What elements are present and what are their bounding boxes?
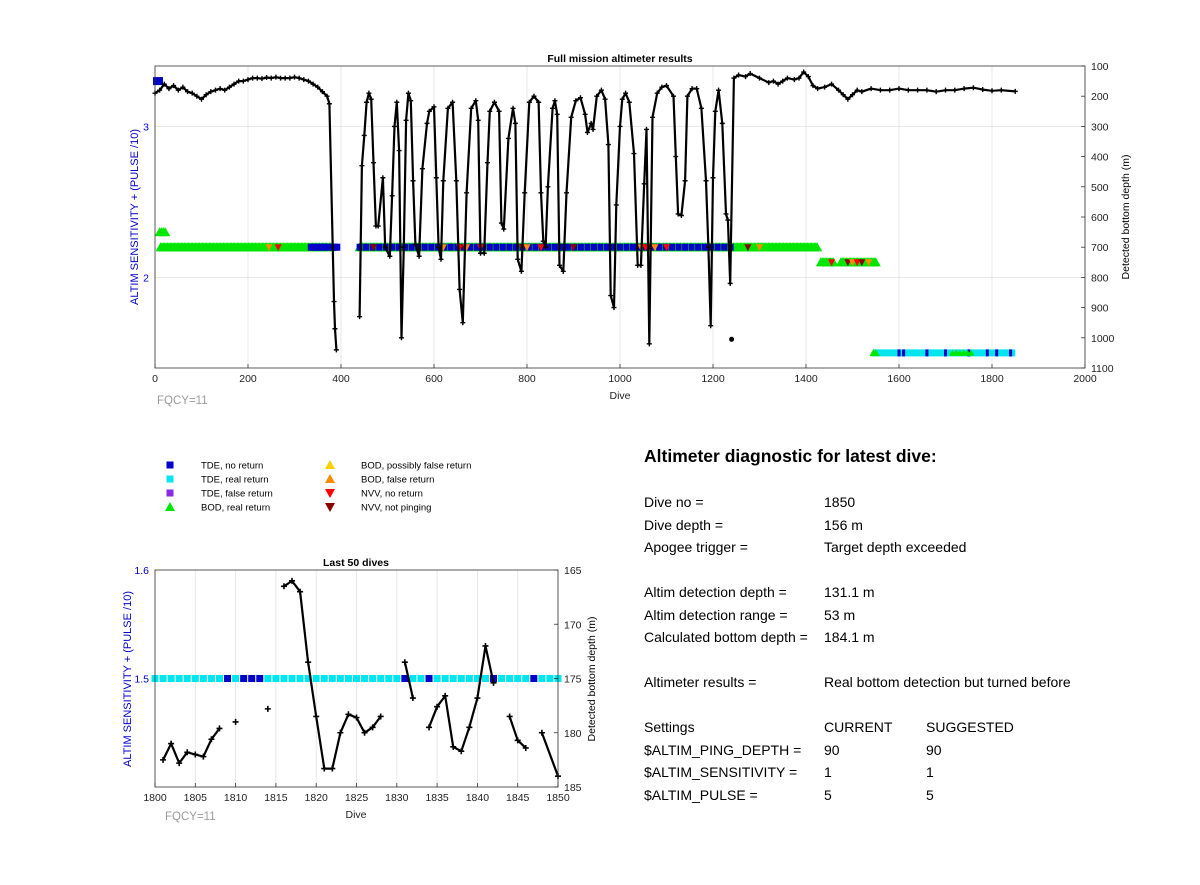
x-tick-label: 1840	[465, 792, 490, 804]
setting-suggested-sensitivity: 1	[926, 764, 934, 780]
settings-square-marker	[329, 675, 336, 682]
x-tick-label: 1815	[264, 792, 288, 804]
tde-no-return-marker	[487, 244, 493, 251]
settings-square-marker	[184, 675, 191, 682]
legend-label: TDE, real return	[201, 474, 269, 486]
y2-tick-label: 100	[1091, 61, 1109, 73]
legend-triangle-up-icon	[325, 474, 335, 483]
legend-item	[167, 489, 273, 500]
chart2-xlabel: Dive	[345, 809, 367, 821]
chart1-ylabel: ALTIM SENSITIVITY + (PULSE /10)	[129, 129, 141, 305]
settings-square-marker	[313, 675, 320, 682]
tde-no-return-marker	[986, 349, 989, 356]
tde-no-return-marker	[578, 244, 584, 251]
settings-square-marker	[393, 675, 400, 682]
y2-tick-label: 800	[1091, 272, 1109, 285]
settings-square-marker	[224, 675, 231, 682]
x-tick-label: 1810	[223, 792, 248, 804]
legend-item	[325, 460, 471, 472]
x-tick-label: 1830	[385, 792, 409, 804]
x-tick-label: 2000	[1073, 373, 1097, 385]
y2-tick-label: 170	[564, 619, 582, 632]
settings-square-marker	[321, 675, 328, 682]
settings-square-marker	[192, 675, 199, 682]
tde-no-return-marker	[682, 244, 688, 251]
settings-square-marker	[514, 675, 521, 682]
settings-square-marker	[280, 675, 287, 682]
y2-tick-label: 600	[1091, 212, 1109, 224]
legend-square-icon	[167, 462, 174, 469]
chart2-fqcy-annotation: FQCY=11	[165, 811, 216, 823]
settings-square-marker	[240, 675, 247, 682]
setting-suggested-ping-depth: 90	[926, 742, 942, 758]
y2-tick-label: 300	[1091, 121, 1109, 134]
settings-square-marker	[337, 675, 344, 682]
x-tick-label: 1800	[143, 792, 167, 804]
legend-label: BOD, false return	[361, 474, 435, 486]
chart1-xlabel: Dive	[609, 390, 631, 402]
chart2-y2label: Detected bottom depth (m)	[586, 616, 598, 742]
y2-tick-label: 165	[564, 565, 582, 577]
settings-square-marker	[289, 675, 296, 682]
settings-square-marker	[466, 675, 473, 682]
tde-no-return-marker	[422, 244, 428, 251]
settings-square-marker	[168, 675, 175, 682]
settings-square-marker	[345, 675, 352, 682]
last-50-dives-chart	[122, 557, 598, 823]
diag-label-altim-detection-depth: Altim detection depth =	[644, 584, 787, 600]
x-tick-label: 1850	[546, 792, 570, 804]
x-tick-label: 1200	[701, 373, 725, 385]
legend-label: BOD, real return	[201, 502, 271, 514]
settings-square-marker	[417, 675, 424, 682]
x-tick-label: 1835	[425, 792, 449, 804]
chart1-y2label: Detected bottom depth (m)	[1120, 154, 1132, 280]
tde-no-return-marker	[721, 244, 727, 251]
setting-label-pulse: $ALTIM_PULSE =	[644, 787, 758, 803]
tde-no-return-marker	[153, 77, 163, 85]
diag-value-altim-detection-depth: 131.1 m	[824, 584, 875, 600]
settings-square-marker	[506, 675, 513, 682]
tde-no-return-marker	[334, 244, 340, 251]
settings-square-marker	[216, 675, 223, 682]
tde-no-return-marker	[676, 244, 682, 251]
settings-square-marker	[538, 675, 545, 682]
settings-square-marker	[200, 675, 207, 682]
chart2-ylabel: ALTIM SENSITIVITY + (PULSE /10)	[122, 591, 134, 767]
settings-square-marker	[377, 675, 384, 682]
settings-square-marker	[426, 675, 433, 682]
y2-tick-label: 175	[564, 673, 582, 686]
diag-value-dive-no: 1850	[824, 494, 856, 510]
setting-current-sensitivity: 1	[824, 764, 832, 780]
legend-item	[325, 503, 431, 514]
y2-tick-label: 700	[1091, 242, 1109, 255]
legend-label: TDE, no return	[201, 460, 264, 472]
x-tick-label: 0	[152, 373, 158, 385]
tde-no-return-marker	[695, 244, 701, 251]
y2-tick-label: 1100	[1091, 363, 1114, 375]
x-tick-label: 1845	[506, 792, 530, 804]
chart1-title: Full mission altimeter results	[547, 53, 693, 65]
tde-no-return-marker	[925, 349, 928, 356]
legend-label: NVV, not pinging	[361, 502, 432, 514]
settings-square-marker	[546, 675, 553, 682]
tde-no-return-marker	[902, 349, 905, 356]
settings-square-marker	[434, 675, 441, 682]
tde-no-return-marker	[584, 244, 590, 251]
settings-square-marker	[369, 675, 376, 682]
x-tick-label: 1400	[794, 373, 818, 385]
settings-square-marker	[530, 675, 537, 682]
chart2-settings-markers	[152, 675, 562, 682]
legend-item	[167, 475, 269, 486]
diag-value-calculated-bottom-depth: 184.1 m	[824, 629, 875, 645]
legend-item	[325, 474, 434, 486]
diag-label-altimeter-results: Altimeter results =	[644, 674, 757, 690]
y-tick-label: 2	[143, 272, 149, 285]
tde-no-return-marker	[624, 244, 630, 251]
legend-item	[167, 461, 264, 472]
y2-tick-label: 1000	[1091, 332, 1115, 345]
settings-square-marker	[458, 675, 465, 682]
x-tick-label: 200	[239, 373, 257, 385]
settings-square-marker	[264, 675, 271, 682]
settings-square-marker	[450, 675, 457, 682]
settings-square-marker	[498, 675, 505, 682]
x-tick-label: 600	[425, 373, 443, 385]
x-tick-label: 1805	[183, 792, 207, 804]
legend-item	[325, 489, 423, 500]
settings-square-marker	[208, 675, 215, 682]
settings-square-marker	[176, 675, 183, 682]
legend	[165, 460, 471, 514]
legend-triangle-down-icon	[325, 489, 335, 498]
diag-value-altim-detection-range: 53 m	[824, 607, 856, 623]
tde-no-return-marker	[597, 244, 603, 251]
y2-tick-label: 500	[1091, 181, 1109, 194]
x-tick-label: 400	[332, 373, 350, 385]
x-tick-label: 800	[518, 373, 536, 385]
depth-point	[729, 337, 734, 342]
setting-label-ping-depth: $ALTIM_PING_DEPTH =	[644, 742, 802, 758]
settings-square-marker	[232, 675, 239, 682]
diagnostic-title: Altimeter diagnostic for latest dive:	[644, 446, 937, 466]
tde-no-return-marker	[428, 244, 434, 251]
tde-no-return-marker	[493, 244, 499, 251]
y-tick-label: 1.5	[134, 673, 149, 686]
x-tick-label: 1820	[304, 792, 328, 804]
settings-square-marker	[297, 675, 304, 682]
full-mission-chart	[129, 53, 1132, 407]
settings-square-marker	[385, 675, 392, 682]
chart2-title: Last 50 dives	[323, 557, 389, 569]
y-tick-label: 1.6	[134, 565, 149, 577]
diag-value-apogee-trigger: Target depth exceeded	[824, 539, 967, 555]
tde-no-return-marker	[617, 244, 623, 251]
setting-suggested-pulse: 5	[926, 787, 934, 803]
settings-header-suggested: SUGGESTED	[926, 719, 1014, 735]
settings-square-marker	[353, 675, 360, 682]
y2-tick-label: 200	[1091, 91, 1109, 104]
setting-label-sensitivity: $ALTIM_SENSITIVITY =	[644, 764, 798, 780]
tde-no-return-marker	[630, 244, 636, 251]
settings-square-marker	[272, 675, 279, 682]
legend-item	[165, 502, 270, 514]
setting-current-ping-depth: 90	[824, 742, 840, 758]
y2-tick-label: 400	[1091, 151, 1109, 164]
legend-triangle-down-icon	[325, 503, 335, 512]
settings-square-marker	[160, 675, 167, 682]
tde-no-return-marker	[500, 244, 506, 251]
legend-square-icon	[167, 490, 174, 497]
diag-label-apogee-trigger: Apogee trigger =	[644, 539, 748, 555]
y2-tick-label: 185	[564, 782, 582, 794]
legend-triangle-up-icon	[165, 502, 175, 511]
x-tick-label: 1600	[887, 373, 911, 385]
y-tick-label: 3	[143, 121, 149, 134]
y2-tick-label: 900	[1091, 302, 1109, 315]
tde-no-return-marker	[506, 244, 512, 251]
x-tick-label: 1800	[980, 373, 1004, 385]
tde-no-return-marker	[1009, 349, 1012, 356]
chart1-fqcy-annotation: FQCY=11	[157, 395, 208, 407]
diag-label-altim-detection-range: Altim detection range =	[644, 607, 788, 623]
legend-square-icon	[167, 476, 174, 483]
legend-label: TDE, false return	[201, 488, 273, 500]
legend-label: NVV, no return	[361, 488, 423, 500]
tde-no-return-marker	[995, 349, 998, 356]
settings-square-marker	[409, 675, 416, 682]
settings-square-marker	[442, 675, 449, 682]
tde-no-return-marker	[363, 244, 369, 251]
settings-header-label: Settings	[644, 719, 695, 735]
tde-no-return-marker	[669, 244, 675, 251]
settings-square-marker	[361, 675, 368, 682]
tde-no-return-marker	[532, 244, 538, 251]
tde-no-return-marker	[325, 244, 331, 251]
legend-label: BOD, possibly false return	[361, 460, 472, 472]
tde-no-return-marker	[565, 244, 571, 251]
diag-label-dive-no: Dive no =	[644, 494, 704, 510]
tde-no-return-marker	[715, 244, 721, 251]
tde-no-return-marker	[591, 244, 597, 251]
settings-square-marker	[256, 675, 263, 682]
settings-square-marker	[248, 675, 255, 682]
diag-value-dive-depth: 156 m	[824, 517, 863, 533]
setting-current-pulse: 5	[824, 787, 832, 803]
settings-header-current: CURRENT	[824, 719, 893, 735]
tde-no-return-marker	[376, 244, 382, 251]
diag-label-dive-depth: Dive depth =	[644, 517, 723, 533]
diag-value-altimeter-results: Real bottom detection but turned before	[824, 674, 1071, 690]
x-tick-label: 1000	[608, 373, 632, 385]
settings-square-marker	[482, 675, 489, 682]
legend-triangle-up-icon	[325, 460, 335, 469]
tde-no-return-marker	[689, 244, 695, 251]
tde-no-return-marker	[552, 244, 558, 251]
tde-no-return-marker	[448, 244, 454, 251]
x-tick-label: 1825	[344, 792, 369, 804]
settings-square-marker	[522, 675, 529, 682]
tde-no-return-marker	[898, 349, 901, 356]
y2-tick-label: 180	[564, 727, 582, 740]
tde-no-return-marker	[944, 349, 947, 356]
diag-label-calculated-bottom-depth: Calculated bottom depth =	[644, 629, 808, 645]
